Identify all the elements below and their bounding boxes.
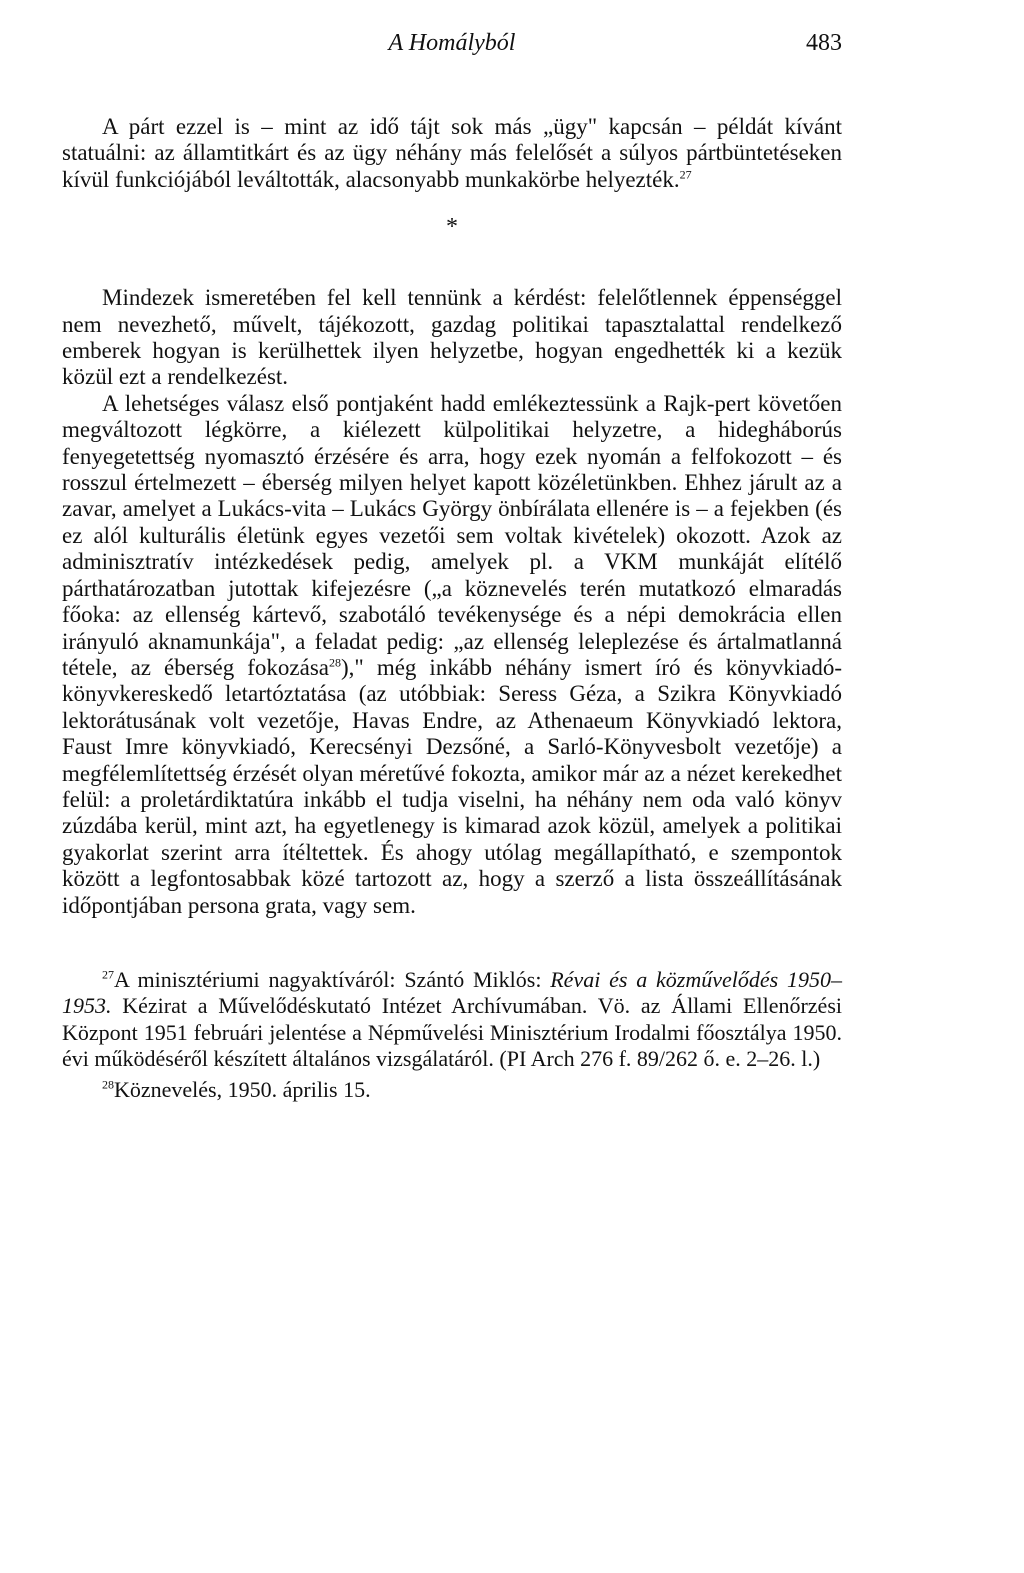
section-separator: * [446,214,458,241]
paragraph-3-text-after: )," még inkább néhány ismert író és könyvkiadó-könyvkereskedő letartóztatása (az utóbbiak: Seress Géza, a Szikra Könyvkiadó lektorátusának volt vezetője, Havas Endre, az Athenaeum Könyvkiadó lektora, Faust Imre könyvkiadó, Kerecsényi Dezsőné, a Sarló-Könyvesbolt vezetője) a megfélemlítettség érzését olyan méretűvé fokozta, amikor már az a nézet kerekedhet felül: a proletárdiktatúra inkább el tudja viselni, ha néhány nem oda való könyv zúzdába kerül, mint azt, ha egyetlenegy is kimarad azok közül, amelyek a politikai gyakorlat szerint arra ítéltettek. És ahogy utólag megállapítható, e szempontok között a legfontosabbak közé tartozott az, hogy a szerző a lista összeállításának időpontjában persona grata, vagy sem. [62,654,842,918]
paragraph-2-text: Mindezek ismeretében fel kell tennünk a kérdést: felelőtlennek éppenséggel nem nevezhető, művelt, tájékozott, gazdag politikai tapasztalattal rendelkező emberek hogyan is kerülhettek ilyen helyzetbe, hogyan engedhették ki a kezük közül ezt a rendelkezést. [62,285,842,390]
footnote-ref-27: 27 [679,167,692,182]
footnote-28-number: 28 [102,1077,114,1092]
paragraph-1 [62,114,842,193]
footnote-27-rest: Kézirat a Művelődéskutató Intézet Archívumában. Vö. az Állami Ellenőrzési Központ 1951 februári jelentése a Népművelési Minisztérium Irodalmi főosztálya 1950. évi működéséről készített általános vizsgálatáról. (PI Arch 276 f. 89/262 ő. e. 2–26. l.) [62,993,842,1072]
footnote-27-number: 27 [102,967,114,982]
paragraph-1-text: A párt ezzel is – mint az idő tájt sok más „ügy" kapcsán – példát kívánt statuálni: az államtitkárt és az ügy néhány más felelősét a súlyos pártbüntetéseken kívül funkciójából leváltották, alacsonyabb munkakörbe helyezték. [62,114,842,192]
footnote-28-text: Köznevelés, 1950. április 15. [114,1076,371,1102]
page-number: 483 [806,30,842,56]
paragraph-3-text-before: A lehetséges válasz első pontjaként hadd emlékeztessünk a Rajk-pert követően megváltozott légkörre, a kiélezett külpolitikai helyzetre, a hidegháborús fenyegetettség nyomasztó érzésére és arra, hogy ezek nyomán a felfokozott – és rosszul értelmezett – éberség milyen helyet kapott közéletünkben. Ehhez járult az a zavar, amelyet a Lukács-vita – Lukács György önbírálata ellenére is – a fejekben (és ez alól kulturális életünk egyes vezetői sem voltak kivételek) okozott. Azok az adminisztratív intézkedések pedig, amelyek pl. a VKM munkáját elítélő párthatározatban jutottak kifejezésre („a köznevelés terén mutatkozó elmaradás főoka: az ellenség kártevő, szabotáló tevékenysége és a népi demokrácia ellen irányuló aknamunkája", a feladat pedig: „az ellenség leleplezése és ártalmatlanná tétele, az éberség fokozása [62,390,842,680]
paragraph-2 [62,285,842,391]
footnote-27-title: Révai és a közművelődés 1950–1953. [62,966,842,1019]
footnote-27 [62,967,842,1073]
paragraph-3 [62,391,842,919]
footnote-ref-28: 28 [329,655,341,670]
footnote-28 [62,1077,842,1103]
running-title: A Homályból [388,30,516,56]
running-header [62,22,842,66]
footnote-27-lead: A minisztériumi nagyaktíváról: Szántó Miklós: [114,966,551,992]
footnotes [62,967,842,1103]
book-page [62,22,842,1103]
